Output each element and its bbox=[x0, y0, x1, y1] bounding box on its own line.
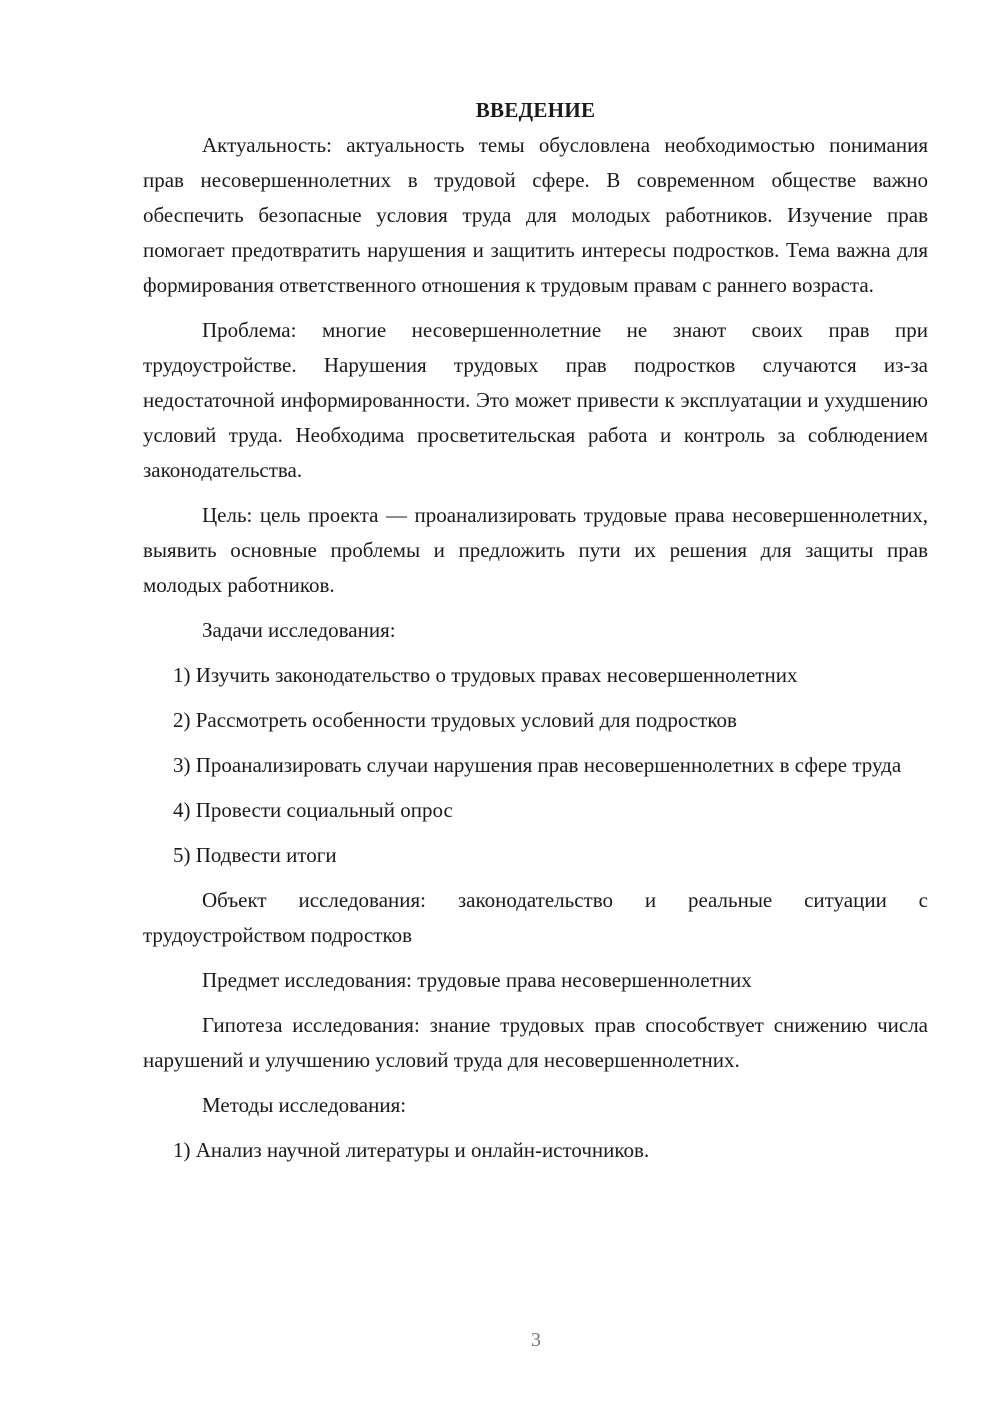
task-item-3: 3) Проанализировать случаи нарушения прав несовершеннолетних в сфере труда bbox=[173, 753, 902, 777]
paragraph-goal: Цель: цель проекта — проанализировать трудовые права несовершеннолетних, выявить основные проблемы и предложить пути их решения для защиты прав молодых работников. bbox=[143, 503, 928, 597]
task-item-2: 2) Рассмотреть особенности трудовых условий для подростков bbox=[173, 708, 737, 732]
page-title: ВВЕДЕНИЕ bbox=[475, 98, 596, 122]
task-item-5: 5) Подвести итоги bbox=[173, 843, 337, 867]
tasks-heading: Задачи исследования: bbox=[202, 618, 396, 642]
paragraph-object: Объект исследования: законодательство и реальные ситуации с трудоустройством подростков bbox=[143, 888, 928, 947]
paragraph-problem: Проблема: многие несовершеннолетние не знают своих прав при трудоустройстве. Нарушения трудовых прав подростков случаются из-за недостаточной информированности. Это может привести к эксплуатации и ухудшению условий труда. Необходима просветительская работа и контроль за соблюдением законодательства. bbox=[143, 318, 928, 482]
page-content bbox=[143, 93, 928, 1168]
task-item-1: 1) Изучить законодательство о трудовых правах несовершеннолетних bbox=[173, 663, 798, 687]
task-item-4: 4) Провести социальный опрос bbox=[173, 798, 453, 822]
method-item-1: 1) Анализ научной литературы и онлайн-источников. bbox=[173, 1138, 650, 1162]
paragraph-hypothesis: Гипотеза исследования: знание трудовых прав способствует снижению числа нарушений и улучшению условий труда для несовершеннолетних. bbox=[143, 1013, 928, 1072]
paragraph-relevance: Актуальность: актуальность темы обусловлена необходимостью понимания прав несовершеннолетних в трудовой сфере. В современном обществе важно обеспечить безопасные условия труда для молодых работников. Изучение прав помогает предотвратить нарушения и защитить интересы подростков. Тема важна для формирования ответственного отношения к трудовым правам с раннего возраста. bbox=[143, 133, 928, 297]
page-number: 3 bbox=[531, 1329, 541, 1351]
methods-heading: Методы исследования: bbox=[202, 1093, 407, 1117]
paragraph-subject: Предмет исследования: трудовые права несовершеннолетних bbox=[202, 968, 752, 992]
